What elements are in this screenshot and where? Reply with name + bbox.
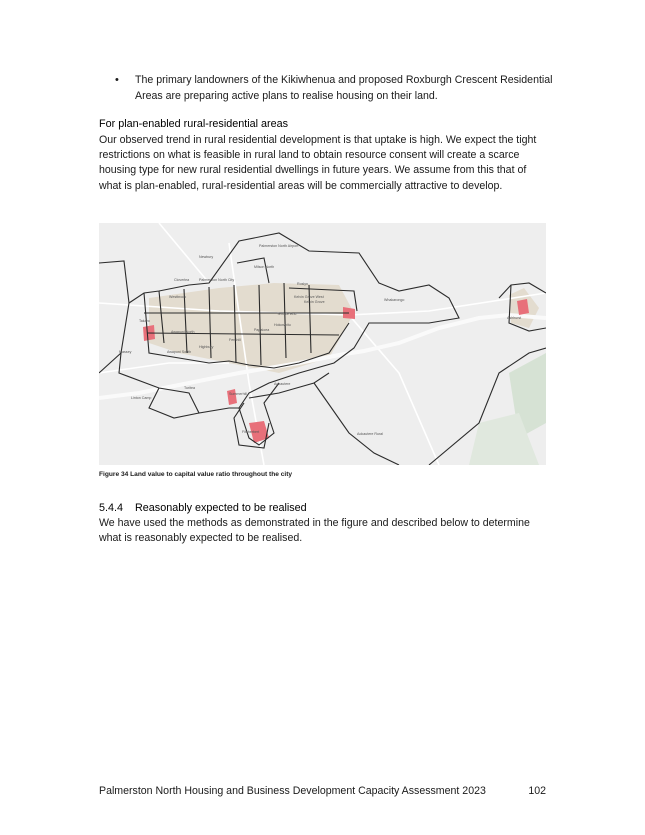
- map-label: Takaro: [139, 319, 150, 323]
- map-label: Westbrook: [169, 295, 187, 299]
- map-label: Highbury: [199, 345, 214, 349]
- paragraph-methods: We have used the methods as demonstrated in the figure and described below to determine what is reasonably expected to be realised.: [99, 517, 530, 545]
- map-label: Hokowhitu: [274, 323, 291, 327]
- map-label: Cloverlea: [174, 278, 190, 282]
- map-label: Papaioea: [254, 328, 270, 332]
- page-footer: [99, 785, 546, 797]
- map-label: Roslyn: [297, 282, 308, 286]
- map-label: Awapuni South: [167, 350, 192, 354]
- map-label: Terrace End: [277, 312, 297, 316]
- figure-caption: Figure 34 Land value to capital value ratio throughout the city: [99, 471, 293, 478]
- subheading: For plan-enabled rural-residential areas: [99, 118, 289, 130]
- map-label: Kelvin Grove West: [294, 295, 324, 299]
- map-label: Palmerston North City: [199, 278, 235, 282]
- map-label: Newbury: [199, 255, 214, 259]
- map-svg: [99, 223, 546, 465]
- map-label: Ashhurst: [507, 316, 522, 320]
- map-label: Fitzherbert: [242, 430, 260, 434]
- bullet-symbol: •: [115, 74, 119, 86]
- city-map-figure: [99, 223, 546, 465]
- map-label: Fernhill: [229, 338, 241, 342]
- map-label: Linton Camp: [131, 396, 152, 400]
- map-label: Awapuni North: [171, 330, 195, 334]
- map-label: Turitea: [184, 386, 196, 390]
- map-label: Kelvin Grove: [304, 300, 325, 304]
- section-heading: [99, 502, 307, 514]
- map-label: Whakarongo: [384, 298, 405, 302]
- bullet-item: [115, 72, 555, 104]
- map-label: Massey: [119, 350, 132, 354]
- bullet-text: The primary landowners of the Kikiwhenua and proposed Roxburgh Crescent Residential Areas are preparing active plans to realise housing on their land.: [135, 74, 553, 102]
- map-label: Palmerston North Airport: [259, 244, 299, 248]
- map-label: Summerhill: [229, 392, 247, 396]
- footer-title: Palmerston North Housing and Business Development Capacity Assessment 2023: [99, 785, 486, 797]
- map-label: Aokautere: [274, 382, 291, 386]
- section-number: 5.4.4: [99, 502, 124, 514]
- map-label: Aokautere Rural: [357, 432, 383, 436]
- page-number: 102: [528, 785, 546, 797]
- map-label: Milson North: [254, 265, 275, 269]
- paragraph-rural-residential: Our observed trend in rural residential development is that uptake is high. We expect the tight restrictions on what is feasible in rural land to obtain resource consent will create a scarce housing type for new rural residential dwellings in future years. We assume from this that of what is plan-enabled, rural-residential areas will be commercially attractive to develop.: [99, 134, 537, 192]
- section-title: Reasonably expected to be realised: [135, 502, 307, 514]
